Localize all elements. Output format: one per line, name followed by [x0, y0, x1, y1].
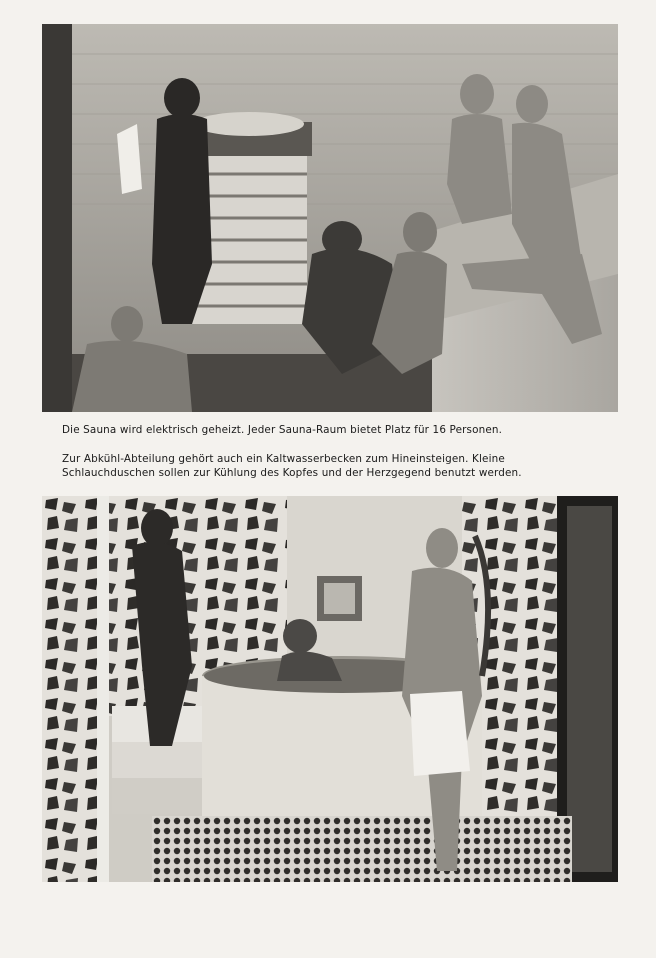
sauna-photo-illustration [42, 24, 618, 412]
sauna-photo [42, 24, 618, 412]
cooling-caption-line-1: Zur Abkühl-Abteilung gehört auch ein Kaltwasserbecken zum Hineinsteigen. Kleine [62, 453, 505, 465]
cooling-area-photo-illustration [42, 496, 618, 882]
cooling-caption-line-2: Schlauchduschen sollen zur Kühlung des Kopfes und der Herzgegend benutzt werden. [62, 467, 522, 479]
sauna-caption: Die Sauna wird elektrisch geheizt. Jeder Sauna-Raum bietet Platz für 16 Personen. [62, 424, 503, 436]
cooling-area-photo [42, 496, 618, 882]
